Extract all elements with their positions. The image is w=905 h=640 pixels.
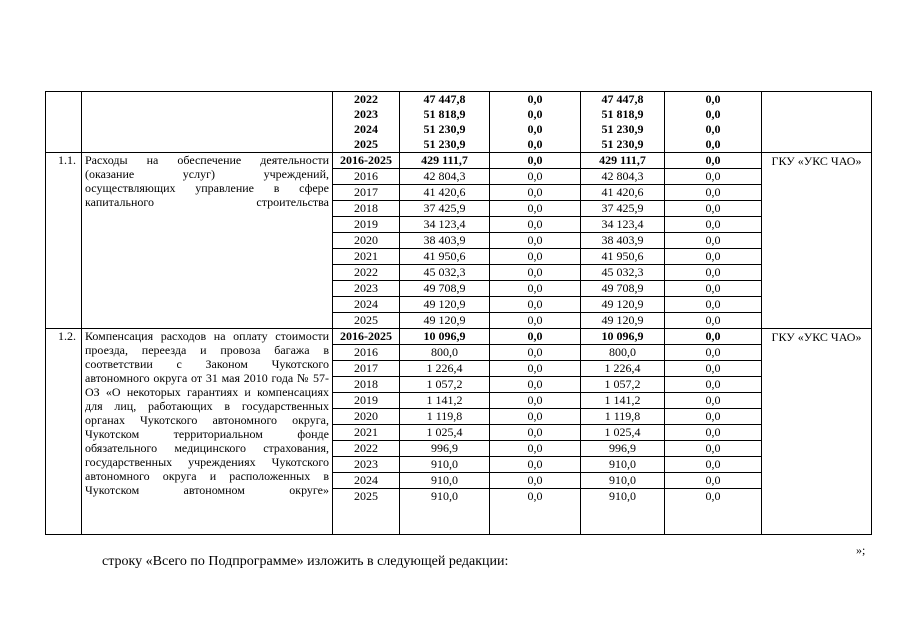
other-cell: 0,0 [665, 393, 762, 409]
regional-cell: 37 425,9 [581, 201, 665, 217]
federal-cell: 0,0 [490, 281, 581, 297]
regional-cell: 41 420,6 [581, 185, 665, 201]
federal-cell: 0,0 [490, 249, 581, 265]
federal-cell: 0,0 [490, 409, 581, 425]
federal-cell: 0,0 [490, 265, 581, 281]
federal-cell: 0,0 [490, 441, 581, 457]
federal-cell: 0,0 [490, 393, 581, 409]
closing-quote-mark: »; [856, 543, 866, 557]
regional-cell: 1 226,4 [581, 361, 665, 377]
total-cell: 800,0 [400, 345, 490, 361]
federal-cell: 0,0 [490, 489, 581, 535]
total-cell: 49 120,9 [400, 313, 490, 329]
year-cell: 2020 [333, 409, 400, 425]
total-cell: 429 111,7 [400, 153, 490, 169]
total-cell: 49 120,9 [400, 297, 490, 313]
year-cell: 2019 [333, 393, 400, 409]
federal-cell: 0,0 [490, 201, 581, 217]
year-cell: 2023 [333, 281, 400, 297]
other-cell: 0,0 [665, 233, 762, 249]
total-cell: 34 123,4 [400, 217, 490, 233]
total-cell: 41 950,6 [400, 249, 490, 265]
regional-cell: 49 708,9 [581, 281, 665, 297]
federal-cell: 0,0 [490, 233, 581, 249]
regional-cell: 1 057,2 [581, 377, 665, 393]
year-cell: 2018 [333, 377, 400, 393]
other-cell: 0,0 [665, 313, 762, 329]
year-cell: 2017 [333, 185, 400, 201]
total-cell: 49 708,9 [400, 281, 490, 297]
total-cell: 38 403,9 [400, 233, 490, 249]
year-cell: 2021 [333, 425, 400, 441]
regional-cell: 41 950,6 [581, 249, 665, 265]
year-cell: 2016 [333, 345, 400, 361]
other-cell: 0,0 [665, 473, 762, 489]
row-number [46, 92, 82, 153]
other-cell: 0,0 [665, 377, 762, 393]
budget-table [45, 91, 872, 535]
responsible-cell: ГКУ «УКС ЧАО» [762, 329, 872, 535]
regional-cell: 45 032,3 [581, 265, 665, 281]
federal-cell: 0,0 [490, 457, 581, 473]
regional-cell: 1 025,4 [581, 425, 665, 441]
total-cell: 1 141,2 [400, 393, 490, 409]
total-cell: 41 420,6 [400, 185, 490, 201]
regional-cell: 49 120,9 [581, 297, 665, 313]
year-cell: 2021 [333, 249, 400, 265]
total-cell: 42 804,3 [400, 169, 490, 185]
regional-cell: 910,0 [581, 489, 665, 535]
other-cell: 0,0 [665, 345, 762, 361]
federal-cell: 0,0 [490, 329, 581, 345]
other-cell: 0,0 [665, 217, 762, 233]
other-cell: 0,0 [665, 441, 762, 457]
other-cell: 0,0 [665, 281, 762, 297]
other-cell: 0,0 0,0 0,0 0,0 [665, 92, 762, 153]
other-cell: 0,0 [665, 185, 762, 201]
total-cell: 1 119,8 [400, 409, 490, 425]
other-cell: 0,0 [665, 153, 762, 169]
other-cell: 0,0 [665, 457, 762, 473]
federal-cell: 0,0 [490, 473, 581, 489]
activity-name [82, 92, 333, 153]
total-cell: 910,0 [400, 489, 490, 535]
regional-cell: 10 096,9 [581, 329, 665, 345]
federal-cell: 0,0 [490, 169, 581, 185]
regional-cell: 42 804,3 [581, 169, 665, 185]
regional-cell: 910,0 [581, 473, 665, 489]
regional-cell: 910,0 [581, 457, 665, 473]
total-cell: 47 447,8 51 818,9 51 230,9 51 230,9 [400, 92, 490, 153]
total-cell: 1 057,2 [400, 377, 490, 393]
total-cell: 10 096,9 [400, 329, 490, 345]
year-cell: 2018 [333, 201, 400, 217]
total-cell: 45 032,3 [400, 265, 490, 281]
regional-cell: 1 141,2 [581, 393, 665, 409]
row-number: 1.2. [46, 329, 82, 535]
responsible-cell [762, 92, 872, 153]
federal-cell: 0,0 [490, 153, 581, 169]
year-cell: 2024 [333, 297, 400, 313]
activity-name: Компенсация расходов на оплату стоимости проезда, переезда и провоза багажа в соответствии с Законом Чукотского автономного округа от 31 мая 2010 года № 57-ОЗ «О некоторых гарантиях и компенсациях для лиц, работающих в государственных органах Чукотского автономного округа, Чукотском территориальном фонде обязательного медицинского страхования, государственных учреждениях Чукотского автономного округа и расположенных в Чукотском автономном округе» [82, 329, 333, 535]
other-cell: 0,0 [665, 201, 762, 217]
other-cell: 0,0 [665, 297, 762, 313]
federal-cell: 0,0 [490, 361, 581, 377]
other-cell: 0,0 [665, 329, 762, 345]
other-cell: 0,0 [665, 169, 762, 185]
year-cell: 2023 [333, 457, 400, 473]
year-cell: 2022 [333, 265, 400, 281]
total-cell: 1 025,4 [400, 425, 490, 441]
federal-cell: 0,0 [490, 313, 581, 329]
year-cell: 2024 [333, 473, 400, 489]
total-cell: 996,9 [400, 441, 490, 457]
year-cell: 2017 [333, 361, 400, 377]
year-cell: 2020 [333, 233, 400, 249]
federal-cell: 0,0 0,0 0,0 0,0 [490, 92, 581, 153]
federal-cell: 0,0 [490, 217, 581, 233]
other-cell: 0,0 [665, 409, 762, 425]
year-cell: 2016-2025 [333, 329, 400, 345]
total-cell: 1 226,4 [400, 361, 490, 377]
row-number: 1.1. [46, 153, 82, 329]
regional-cell: 996,9 [581, 441, 665, 457]
regional-cell: 429 111,7 [581, 153, 665, 169]
instruction-text: строку «Всего по Подпрограмме» изложить в следующей редакции: [102, 554, 509, 569]
federal-cell: 0,0 [490, 185, 581, 201]
federal-cell: 0,0 [490, 345, 581, 361]
year-cell: 2025 [333, 489, 400, 535]
year-cell: 2022 2023 2024 2025 [333, 92, 400, 153]
continuation-row [46, 92, 872, 153]
year-cell: 2016 [333, 169, 400, 185]
year-cell: 2016-2025 [333, 153, 400, 169]
regional-cell: 800,0 [581, 345, 665, 361]
other-cell: 0,0 [665, 265, 762, 281]
other-cell: 0,0 [665, 361, 762, 377]
regional-cell: 49 120,9 [581, 313, 665, 329]
total-cell: 910,0 [400, 473, 490, 489]
responsible-cell: ГКУ «УКС ЧАО» [762, 153, 872, 329]
other-cell: 0,0 [665, 425, 762, 441]
other-cell: 0,0 [665, 489, 762, 535]
activity-name: Расходы на обеспечение деятельности (оказание услуг) учреждений, осуществляющих управление в сфере капитального строительства [82, 153, 333, 329]
other-cell: 0,0 [665, 249, 762, 265]
year-cell: 2019 [333, 217, 400, 233]
federal-cell: 0,0 [490, 425, 581, 441]
regional-cell: 38 403,9 [581, 233, 665, 249]
federal-cell: 0,0 [490, 297, 581, 313]
regional-cell: 34 123,4 [581, 217, 665, 233]
year-cell: 2022 [333, 441, 400, 457]
regional-cell: 47 447,8 51 818,9 51 230,9 51 230,9 [581, 92, 665, 153]
total-cell: 910,0 [400, 457, 490, 473]
year-cell: 2025 [333, 313, 400, 329]
total-cell: 37 425,9 [400, 201, 490, 217]
table-row [46, 329, 872, 345]
table-row [46, 153, 872, 169]
federal-cell: 0,0 [490, 377, 581, 393]
regional-cell: 1 119,8 [581, 409, 665, 425]
